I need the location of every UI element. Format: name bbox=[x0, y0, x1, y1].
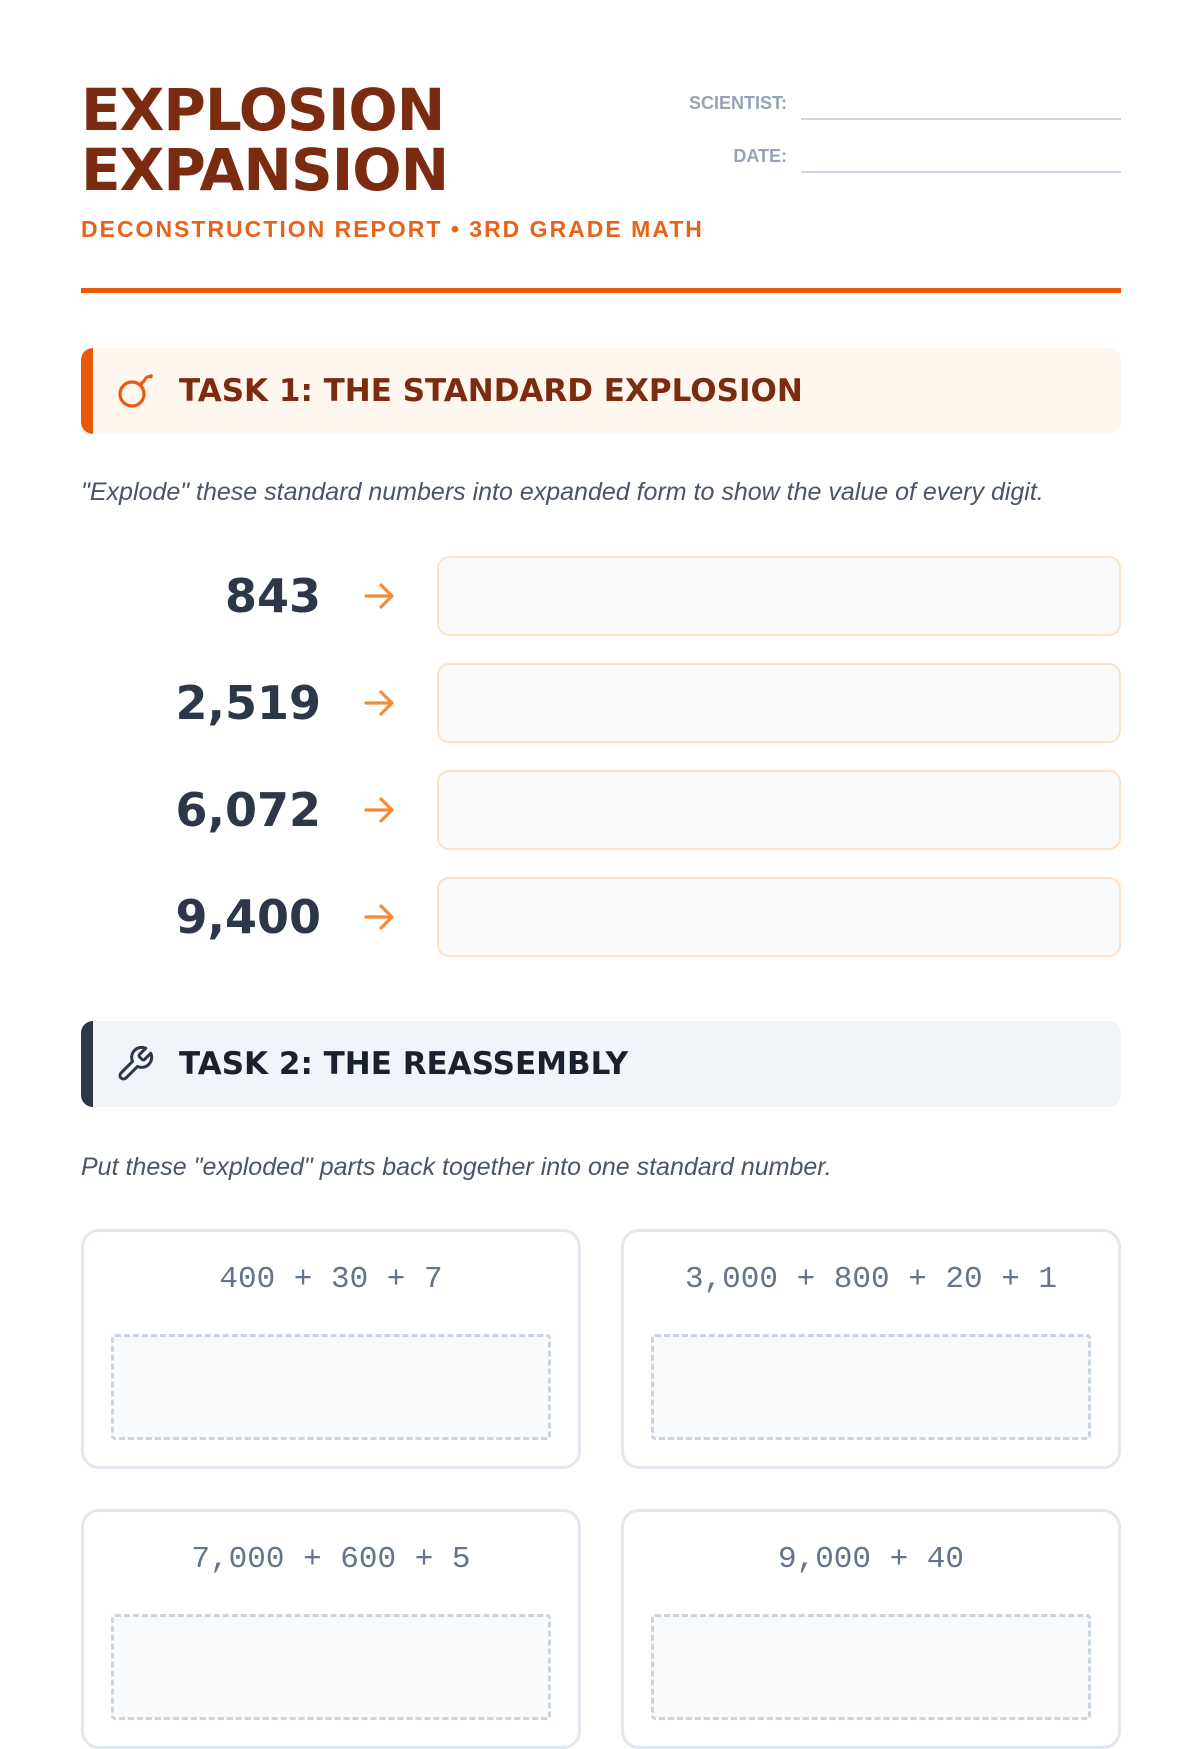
standard-number: 9,400 bbox=[175, 890, 321, 944]
expanded-form-answer-box[interactable] bbox=[437, 877, 1121, 957]
expanded-expression: 7,000 + 600 + 5 bbox=[191, 1542, 471, 1577]
bomb-icon bbox=[115, 371, 155, 411]
task1-row bbox=[81, 663, 1121, 743]
expanded-expression: 3,000 + 800 + 20 + 1 bbox=[684, 1262, 1058, 1297]
arrow-right-icon bbox=[363, 580, 397, 612]
task1-instructions: "Explode" these standard numbers into expanded form to show the value of every digit. bbox=[81, 478, 1044, 506]
task1-title: TASK 1: THE STANDARD EXPLOSION bbox=[179, 373, 803, 409]
arrow-right-icon bbox=[363, 901, 397, 933]
task2-header bbox=[81, 1021, 1121, 1107]
scientist-input-line[interactable] bbox=[801, 88, 1121, 120]
task2-accent-bar bbox=[81, 1021, 93, 1107]
reassembly-card bbox=[621, 1229, 1121, 1469]
worksheet-page bbox=[81, 0, 1121, 1600]
expanded-form-answer-box[interactable] bbox=[437, 663, 1121, 743]
task1-row bbox=[81, 556, 1121, 636]
task1-row bbox=[81, 770, 1121, 850]
task1-row bbox=[81, 877, 1121, 957]
reassembly-card bbox=[81, 1229, 581, 1469]
title-line-1: EXPLOSION bbox=[81, 76, 445, 144]
scientist-label: SCIENTIST: bbox=[688, 93, 787, 113]
expanded-expression: 400 + 30 + 7 bbox=[219, 1262, 443, 1297]
header-divider bbox=[81, 288, 1121, 293]
arrow-right-icon bbox=[363, 687, 397, 719]
student-info-fields bbox=[661, 88, 1121, 194]
standard-number-answer-box[interactable] bbox=[111, 1334, 551, 1440]
expanded-form-answer-box[interactable] bbox=[437, 770, 1121, 850]
title-line-2: EXPANSION bbox=[81, 136, 449, 204]
worksheet-subtitle: DECONSTRUCTION REPORT • 3RD GRADE MATH bbox=[81, 216, 704, 242]
reassembly-card bbox=[621, 1509, 1121, 1749]
standard-number: 843 bbox=[224, 569, 321, 623]
reassembly-card bbox=[81, 1509, 581, 1749]
standard-number: 2,519 bbox=[175, 676, 321, 730]
expanded-expression: 9,000 + 40 bbox=[777, 1542, 965, 1577]
task2-instructions: Put these "exploded" parts back together into one standard number. bbox=[81, 1153, 832, 1181]
date-field-row bbox=[661, 141, 1121, 173]
standard-number-answer-box[interactable] bbox=[111, 1614, 551, 1720]
wrench-icon bbox=[115, 1044, 155, 1084]
task1-accent-bar bbox=[81, 348, 93, 434]
standard-number-answer-box[interactable] bbox=[651, 1334, 1091, 1440]
scientist-field-row bbox=[661, 88, 1121, 120]
task1-header bbox=[81, 348, 1121, 434]
standard-number: 6,072 bbox=[175, 783, 321, 837]
date-label: DATE: bbox=[733, 146, 787, 166]
arrow-right-icon bbox=[363, 794, 397, 826]
worksheet-title bbox=[81, 76, 581, 204]
date-input-line[interactable] bbox=[801, 141, 1121, 173]
worksheet-header bbox=[81, 76, 1121, 250]
task2-title: TASK 2: THE REASSEMBLY bbox=[179, 1046, 629, 1082]
standard-number-answer-box[interactable] bbox=[651, 1614, 1091, 1720]
expanded-form-answer-box[interactable] bbox=[437, 556, 1121, 636]
